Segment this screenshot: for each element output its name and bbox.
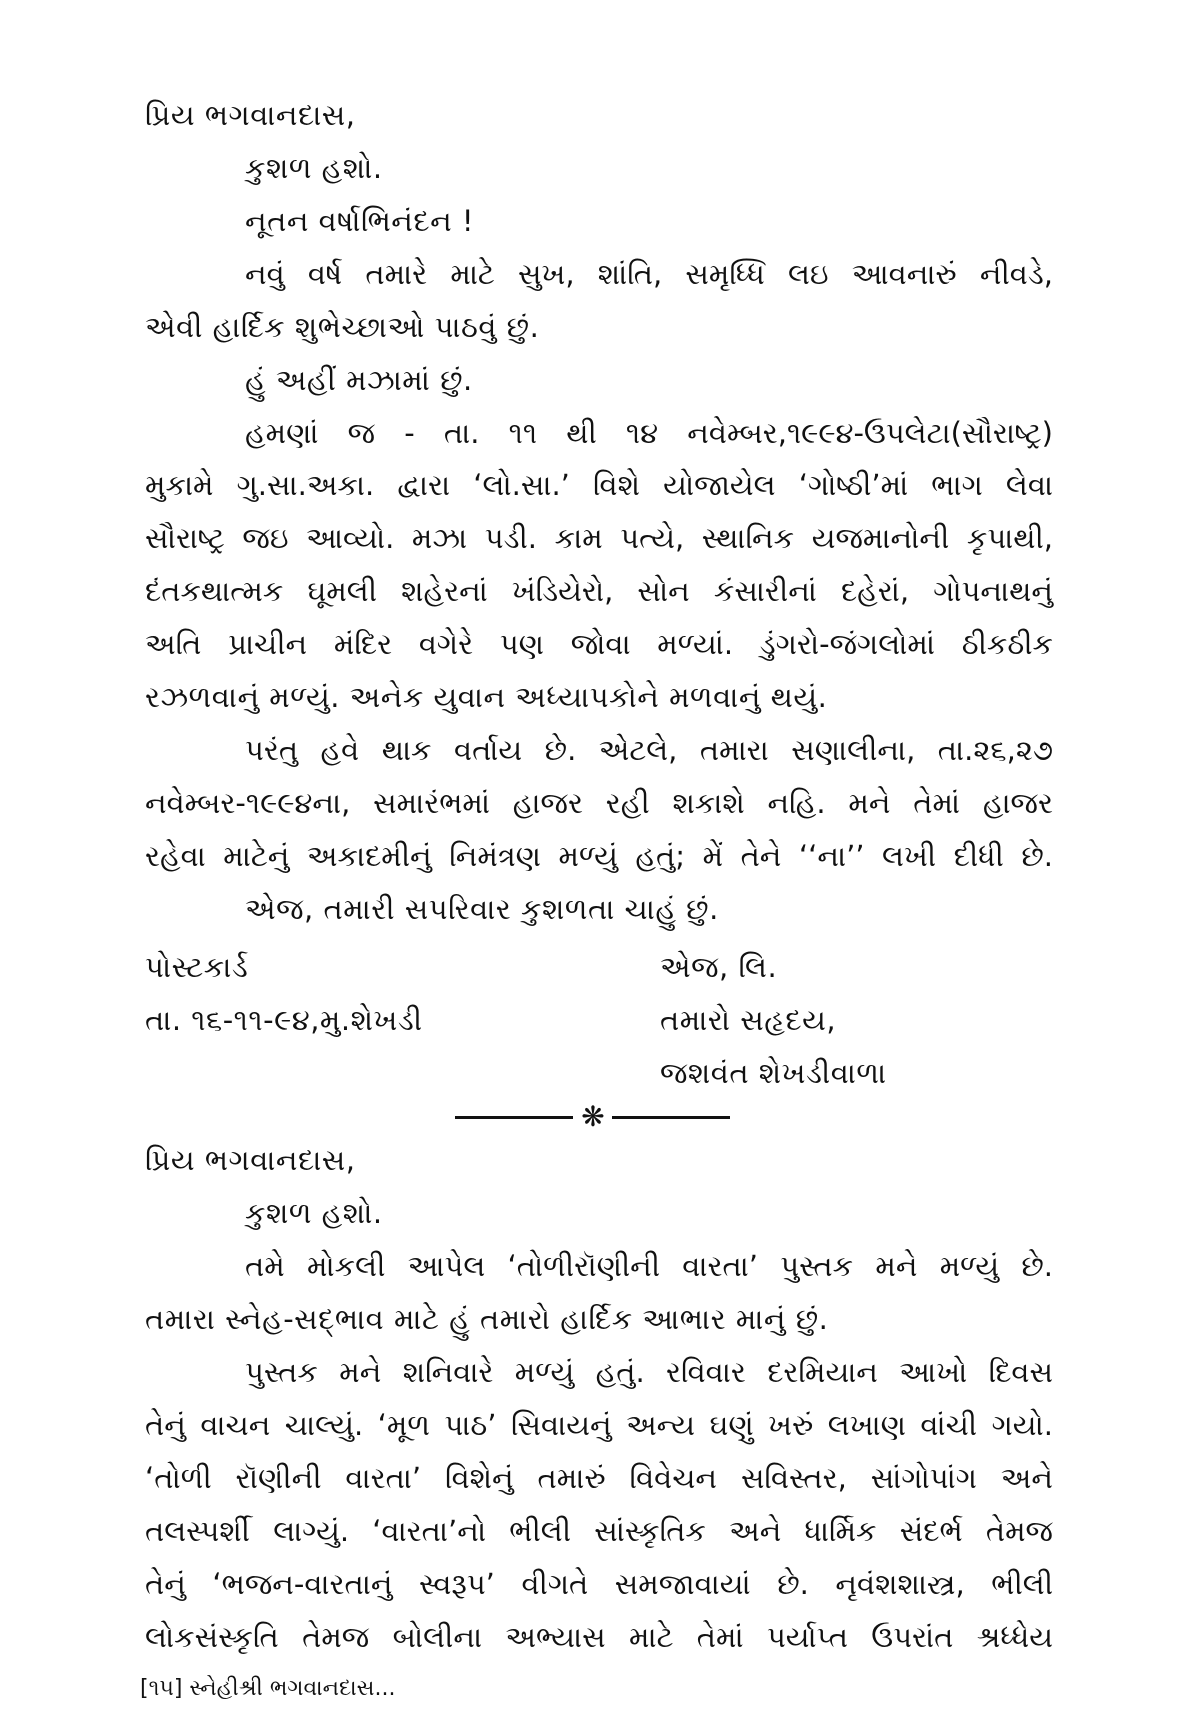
letter2-paragraph2-line1: પુસ્તક મને શનિવારે મળ્યું હતું. રવિવાર દરમિયાન આખો દિવસ — [245, 1355, 1053, 1389]
letter2-paragraph2-line2: તેનું વાચન ચાલ્યું. ‘મૂળ પાઠ’ સિવાયનું અન્ય ઘણું ખરું લખાણ વાંચી ગયો. — [145, 1408, 1053, 1442]
letter1-signoff: તમારો સહૃદય, — [660, 1003, 837, 1037]
letter1-closing: એજ, લિ. — [660, 950, 778, 984]
letter1-salutation: પ્રિય ભગવાનદાસ, — [145, 98, 356, 132]
letter1-paragraph4-line3: રહેવા માટેનું અકાદમીનું નિમંત્રણ મળ્યું હતું; મેં તેને ‘‘ના’’ લખી દીધી છે. — [145, 839, 1053, 873]
letter2-greeting: કુશળ હશો. — [245, 1196, 383, 1230]
section-divider — [455, 1100, 730, 1133]
letter1-paragraph1-line2: એવી હાર્દિક શુભેચ્છાઓ પાઠવું છું. — [145, 310, 540, 344]
letter1-paragraph3-line4: દંતકથાત્મક ઘૂમલી શહેરનાં ખંડિયેરો, સોન કંસારીનાં દહેરાં, ગોપનાથનું — [145, 574, 1053, 608]
letter2-paragraph2-line3: ‘તોળી રૉણીની વારતા’ વિશેનું તમારું વિવેચન સવિસ્તર, સાંગોપાંગ અને — [145, 1461, 1053, 1495]
letter2-paragraph2-line6: લોકસંસ્કૃતિ તેમજ બોલીના અભ્યાસ માટે તેમાં પર્યાપ્ત ઉપરાંત શ્રધ્ધેય — [145, 1620, 1053, 1654]
ornament-icon: ❋ — [581, 1100, 605, 1133]
letter1-greeting: કુશળ હશો. — [245, 151, 383, 185]
letter1-paragraph3-line2: મુકામે ગુ.સા.અકા. દ્વારા ‘લો.સા.’ વિશે યોજાયેલ ‘ગોષ્ઠી’માં ભાગ લેવા — [145, 468, 1053, 502]
letter1-paragraph3-line5: અતિ પ્રાચીન મંદિર વગેરે પણ જોવા મળ્યાં. ડુંગરો-જંગલોમાં ઠીકઠીક — [145, 627, 1053, 661]
postcard-label: પોસ્ટકાર્ડ — [145, 950, 249, 984]
letter2-paragraph2-line4: તલસ્પર્શી લાગ્યું. ‘વારતા’નો ભીલી સાંસ્કૃતિક અને ધાર્મિક સંદર્ભ તેમજ — [145, 1514, 1053, 1548]
letter1-paragraph3-line6: રઝળવાનું મળ્યું. અનેક યુવાન અધ્યાપકોને મળવાનું થયું. — [145, 680, 828, 714]
letter1-paragraph3-line3: સૌરાષ્ટ્ર જઇ આવ્યો. મઝા પડી. કામ પત્યે, સ્થાનિક યજમાનોની કૃપાથી, — [145, 521, 1053, 555]
divider-rule-right — [612, 1116, 730, 1119]
letter1-signature-name: જશવંત શેખડીવાળા — [660, 1056, 887, 1090]
letter1-paragraph1-line1: નવું વર્ષ તમારે માટે સુખ, શાંતિ, સમૃધ્ધિ લઇ આવનારું નીવડે, — [245, 257, 1053, 291]
letter1-date-place: તા. ૧૬-૧૧-૯૪,મુ.શેખડી — [145, 1003, 423, 1037]
letter1-paragraph3-line1: હમણાં જ - તા. ૧૧ થી ૧૪ નવેમ્બર,૧૯૯૪-ઉપલેટા(સૌરાષ્ટ્ર) — [245, 416, 1053, 450]
letter2-paragraph2-line5: તેનું ‘ભજન-વારતાનું સ્વરૂપ’ વીગતે સમજાવાયાં છે. નૃવંશશાસ્ત્ર, ભીલી — [145, 1567, 1053, 1601]
letter2-paragraph1-line1: તમે મોકલી આપેલ ‘તોળીરૉણીની વારતા’ પુસ્તક મને મળ્યું છે. — [245, 1249, 1053, 1283]
letter1-paragraph4-line1: પરંતુ હવે થાક વર્તાય છે. એટલે, તમારા સણાલીના, તા.૨૬,૨૭ — [245, 733, 1053, 767]
letter1-paragraph5: એજ, તમારી સપરિવાર કુશળતા ચાહું છું. — [245, 892, 719, 926]
letter2-paragraph1-line2: તમારા સ્નેહ-સદ્ભાવ માટે હું તમારો હાર્દિક આભાર માનું છું. — [145, 1302, 829, 1336]
letter1-paragraph4-line2: નવેમ્બર-૧૯૯૪ના, સમારંભમાં હાજર રહી શકાશે નહિ. મને તેમાં હાજર — [145, 786, 1053, 820]
letter2-salutation: પ્રિય ભગવાનદાસ, — [145, 1143, 356, 1177]
letter1-paragraph2: હું અહીં મઝામાં છું. — [245, 363, 473, 397]
divider-rule-left — [455, 1116, 573, 1119]
letter1-new-year-wish: નૂતન વર્ષાભિનંદન ! — [245, 204, 475, 238]
page-footer: [૧૫] સ્નેહીશ્રી ભગવાનદાસ... — [140, 1676, 396, 1701]
